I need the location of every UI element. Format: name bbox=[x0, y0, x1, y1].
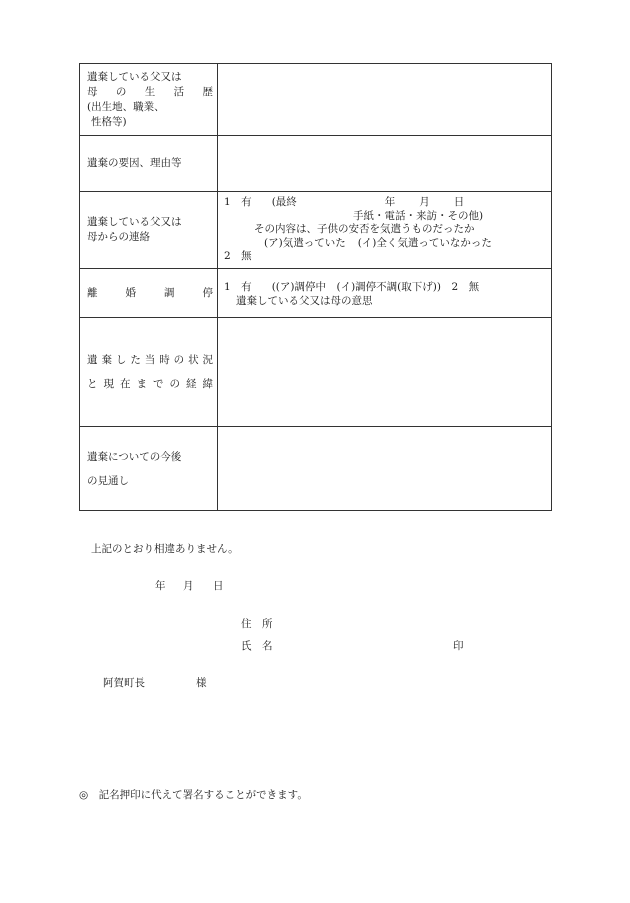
label-situation-history: 遺 棄 し た 当 時 の 状 況 と 現 在 ま で の 経 緯 bbox=[80, 318, 218, 427]
option-not-cared[interactable]: (イ)全く気遣っていなかった bbox=[357, 236, 492, 249]
option-cared[interactable]: (ア)気遣っていた bbox=[264, 236, 346, 249]
row-parent-contact bbox=[80, 192, 552, 269]
label-line-justified: 母 の 生 活 歴 bbox=[87, 85, 213, 98]
content-divorce-mediation bbox=[218, 269, 552, 318]
date-year: 年 bbox=[155, 580, 166, 592]
content-future-outlook[interactable] bbox=[218, 427, 552, 511]
label-future-outlook bbox=[80, 427, 218, 511]
label-line: の見通し bbox=[87, 474, 129, 487]
contact-methods[interactable]: 手紙・電話・来訪・その他) bbox=[353, 209, 484, 222]
contact-question: その内容は、子供の安否を気遣うものだったか bbox=[254, 223, 475, 236]
last-contact-label: (最終 bbox=[271, 196, 297, 209]
content-abandon-reason[interactable] bbox=[218, 136, 552, 192]
label-line: 性格等) bbox=[91, 115, 127, 128]
honorific: 様 bbox=[196, 677, 207, 689]
address-label: 住 所 bbox=[241, 618, 273, 630]
contact-options bbox=[224, 237, 545, 251]
row-divorce-mediation bbox=[80, 269, 552, 318]
row-situation-history bbox=[80, 318, 552, 427]
label-abandon-reason: 遺棄の要因、理由等 bbox=[80, 136, 218, 192]
contact-yes[interactable]: 1 有 bbox=[224, 196, 252, 209]
label-line: 遺棄している父又は bbox=[87, 216, 182, 228]
month-label: 月 bbox=[419, 196, 430, 209]
date-month: 月 bbox=[183, 580, 194, 592]
mediation-line-1 bbox=[224, 281, 545, 295]
name-label: 氏 名 bbox=[241, 640, 273, 652]
form-table bbox=[79, 63, 552, 511]
label-line: 母からの連絡 bbox=[87, 231, 150, 243]
seal-mark: 印 bbox=[453, 640, 464, 652]
label-line: (出生地、職業、 bbox=[87, 100, 165, 113]
day-label: 日 bbox=[453, 196, 465, 209]
content-situation-history[interactable] bbox=[218, 318, 552, 427]
mediation-options[interactable]: ((ア)調停中 (イ)調停不調(取下げ)) 2 無 bbox=[271, 281, 480, 293]
label-line: 遺棄についての今後 bbox=[87, 450, 182, 463]
signature-note: ◎ 記名押印に代えて署名することができます。 bbox=[79, 789, 308, 801]
confirmation-text: 上記のとおり相違ありません。 bbox=[91, 543, 239, 555]
mediation-yes[interactable]: 1 有 bbox=[224, 281, 252, 293]
row-future-outlook bbox=[80, 427, 552, 511]
label-parent-history bbox=[80, 64, 218, 136]
content-parent-history[interactable] bbox=[218, 64, 552, 136]
label-divorce-mediation: 離 婚 調 停 bbox=[80, 269, 218, 318]
year-label: 年 bbox=[384, 196, 396, 209]
content-parent-contact bbox=[218, 192, 552, 269]
contact-line-1 bbox=[224, 196, 545, 210]
addressee: 阿賀町長 bbox=[103, 677, 145, 689]
date-day: 日 bbox=[213, 580, 224, 592]
mediation-intent: 遺棄している父又は母の意思 bbox=[236, 294, 373, 307]
label-line: 遺棄している父又は bbox=[87, 70, 182, 83]
row-parent-history bbox=[80, 64, 552, 136]
row-abandon-reason bbox=[80, 136, 552, 192]
label-parent-contact bbox=[80, 192, 218, 269]
contact-none[interactable]: 2 無 bbox=[224, 250, 252, 263]
